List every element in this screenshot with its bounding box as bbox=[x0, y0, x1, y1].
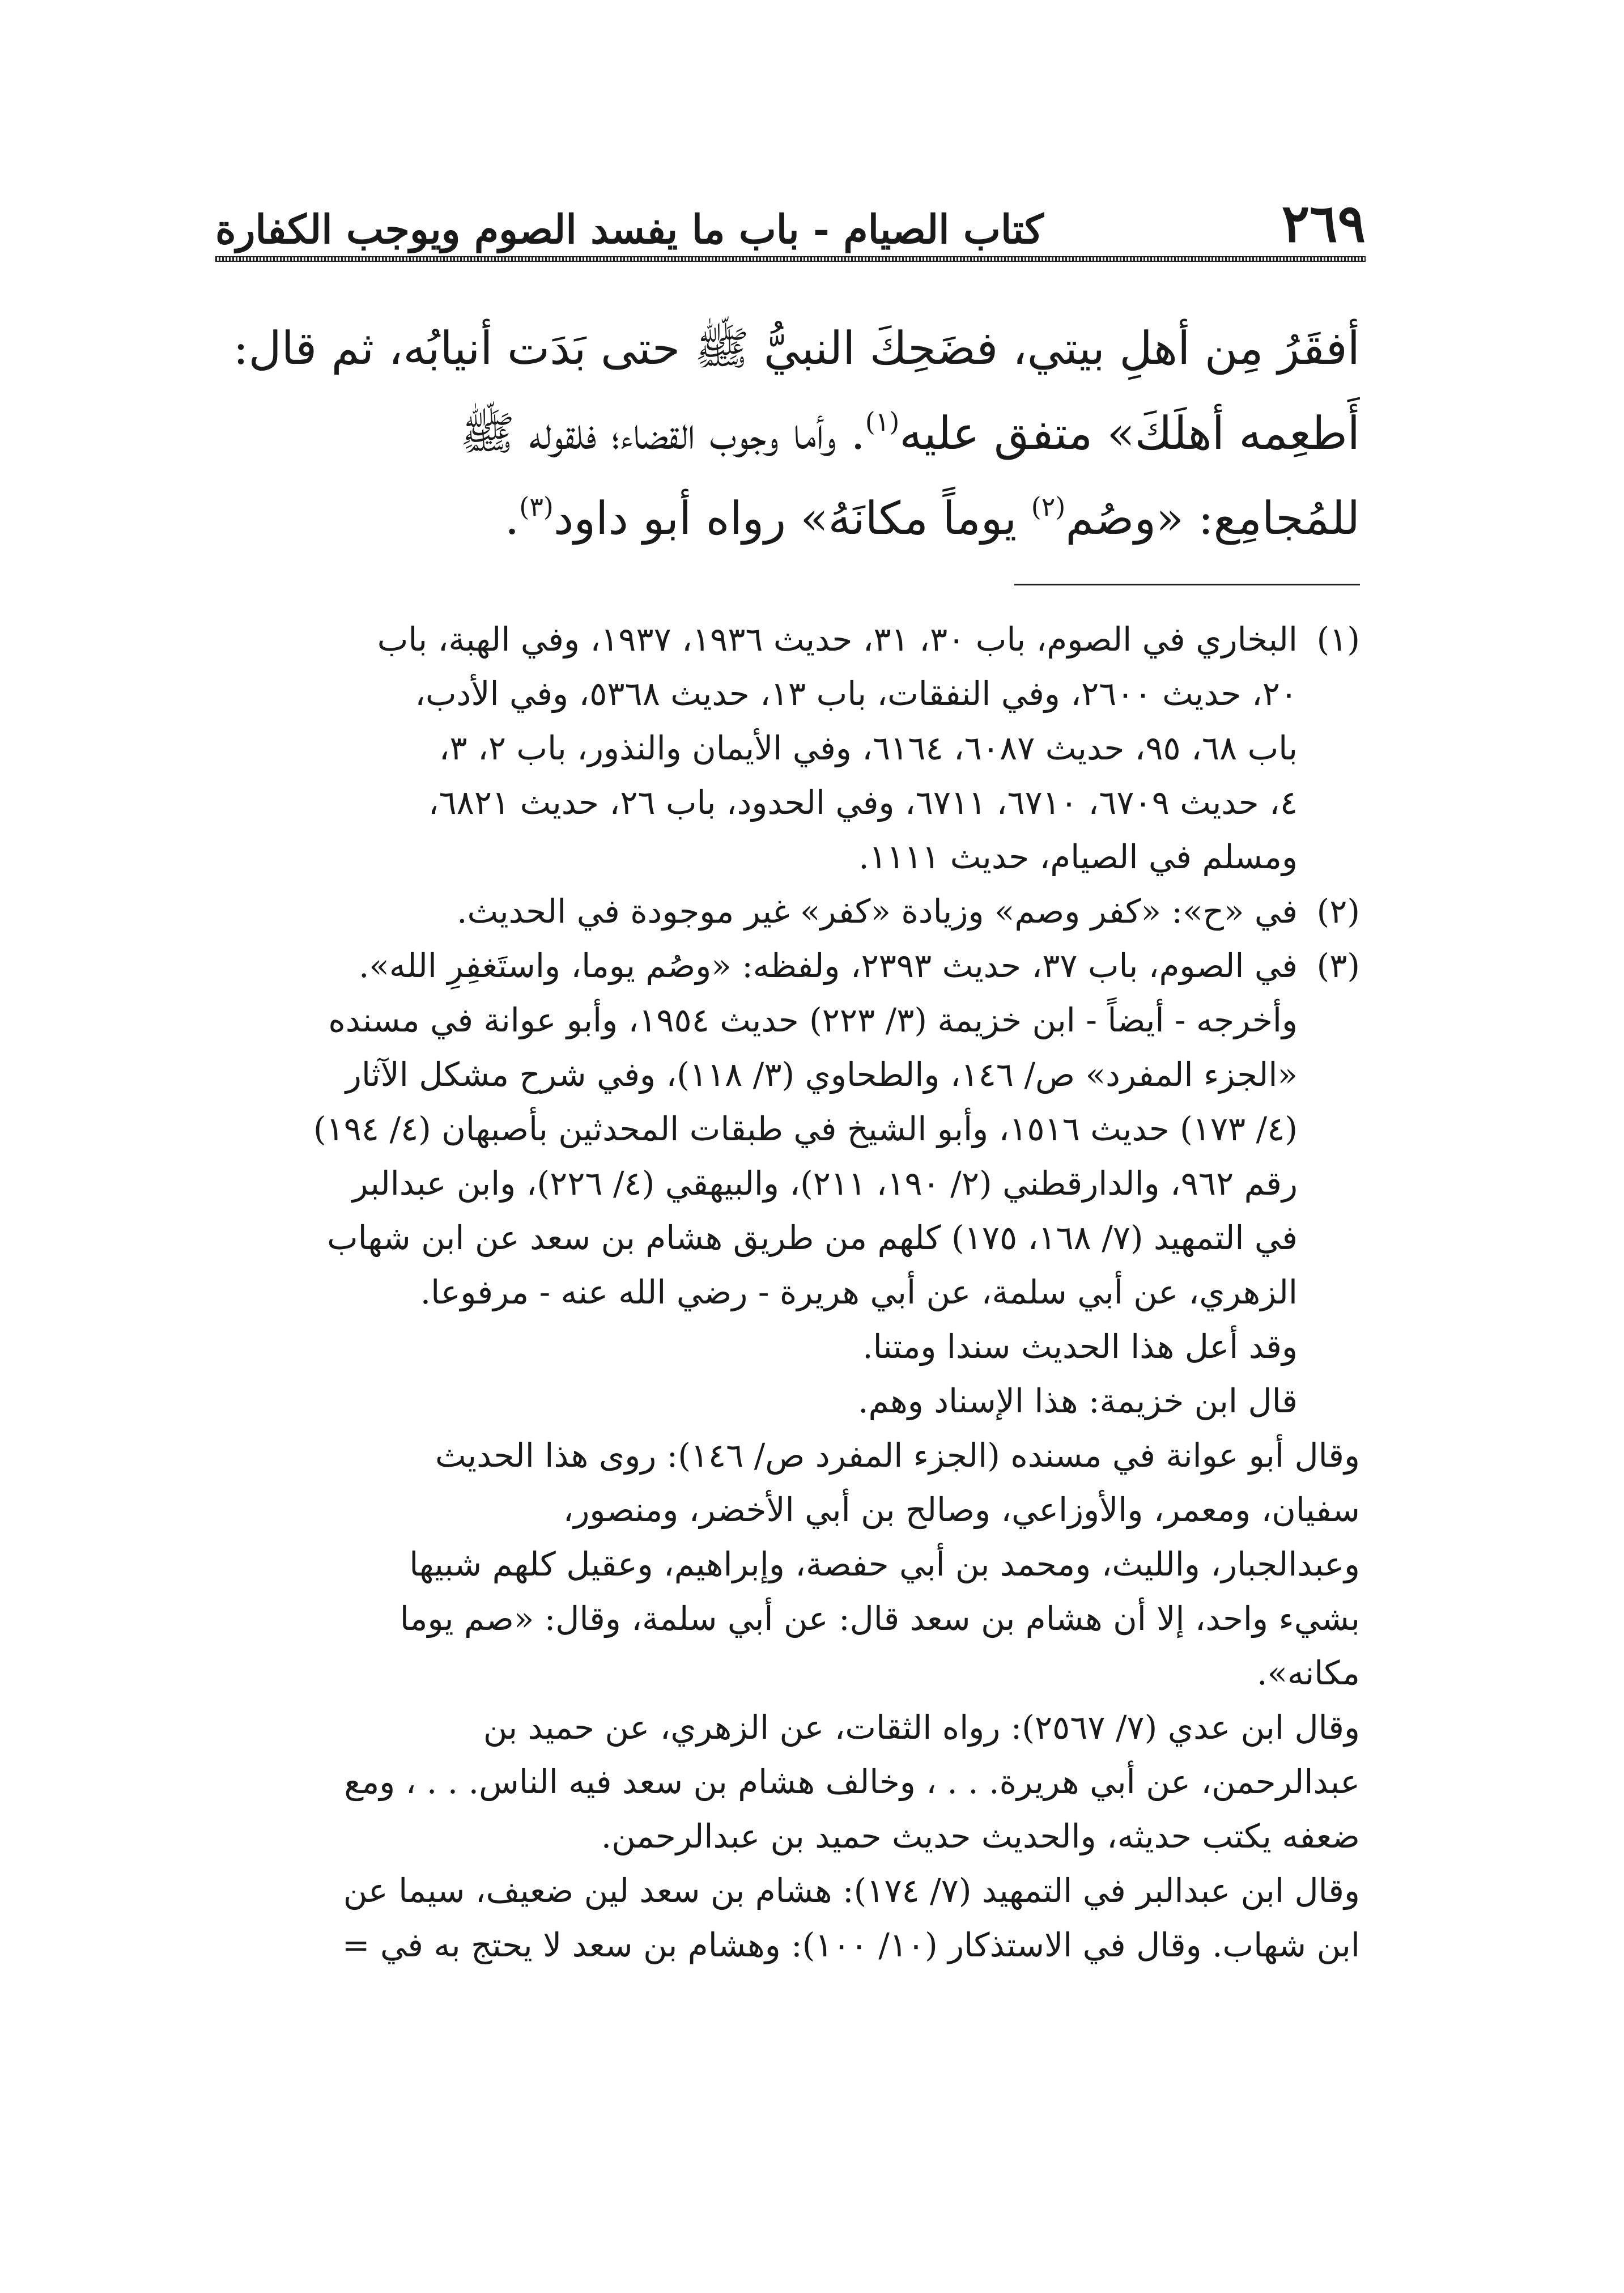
footnote-line: قال ابن خزيمة: هذا الإسناد وهم. bbox=[858, 1382, 1298, 1420]
main-text-segment: . bbox=[504, 492, 520, 545]
footnote-number: (٣) bbox=[1316, 946, 1360, 985]
footnote-line: ٢٠، حديث ٢٦٠٠، وفي النفقات، باب ١٣، حديث ٥٣٦٨، وفي الأدب، bbox=[415, 674, 1298, 713]
footnote-line: مكانه». bbox=[1257, 1654, 1360, 1692]
footnote-line: (٤/ ١٧٣) حديث ١٥١٦، وأبو الشيخ في طبقات المحدثين بأصبهان (٤/ ١٩٤) bbox=[313, 1110, 1298, 1148]
main-text-segment: للمُجامِع: «وصُم bbox=[1065, 492, 1360, 545]
chapter-title: كتاب الصيام - باب ما يفسد الصوم ويوجب الكفارة bbox=[215, 206, 1044, 253]
footnote-line: ومسلم في الصيام، حديث ١١١١. bbox=[858, 838, 1298, 876]
footnote-ref-3: (٣) bbox=[519, 491, 554, 522]
footnote-line: ضعفه يكتب حديثه، والحديث حديث حميد بن عبدالرحمن. bbox=[601, 1817, 1360, 1855]
footnote-line: وعبدالجبار، والليث، ومحمد بن أبي حفصة، وإبراهيم، وعقيل كلهم شبيها bbox=[409, 1545, 1360, 1583]
footnote-line: «الجزء المفرد» ص/ ١٤٦، والطحاوي (٣/ ١١٨)، وفي شرح مشكل الآثار bbox=[345, 1055, 1298, 1094]
footnote-line: ٤، حديث ٦٧٠٩، ٦٧١٠، ٦٧١١، وفي الحدود، باب ٢٦، حديث ٦٨٢١، bbox=[428, 783, 1298, 822]
footnote-number: (٢) bbox=[1316, 892, 1360, 931]
footnote-line: وقال أبو عوانة في مسنده (الجزء المفرد ص/ ١٤٦): روى هذا الحديث bbox=[435, 1436, 1360, 1475]
footnote-line: عبدالرحمن، عن أبي هريرة. . . ، وخالف هشام بن سعد فيه الناس. . . ، ومع bbox=[344, 1763, 1360, 1801]
footnote-line: رقم ٩٦٢، والدارقطني (٢/ ١٩٠، ٢١١)، والبيهقي (٤/ ٢٢٦)، وابن عبدالبر bbox=[352, 1164, 1298, 1203]
footnotes-section bbox=[227, 612, 1360, 2154]
footnote-number: (١) bbox=[1316, 620, 1360, 659]
main-text-segment: يوماً مكانَهُ» رواه أبو داود bbox=[553, 492, 1031, 545]
main-text-segment: أَطعِمه أهلَكَ» متفق عليه bbox=[899, 407, 1360, 460]
footnote-line: في «ح»: «كفر وصم» وزيادة «كفر» غير موجودة في الحديث. bbox=[457, 892, 1298, 931]
main-text-segment: . وأما وجوب القضاء؛ فلقوله ﷺ bbox=[460, 407, 865, 460]
footnote-line: في التمهيد (٧/ ١٦٨، ١٧٥) كلهم من طريق هشام بن سعد عن ابن شهاب bbox=[327, 1218, 1298, 1257]
footnote-line: وأخرجه - أيضاً - ابن خزيمة (٣/ ٢٢٣) حديث ١٩٥٤، وأبو عوانة في مسنده bbox=[328, 1001, 1298, 1039]
footnote-body bbox=[227, 884, 1298, 939]
page-number: ٢٦٩ bbox=[1281, 193, 1366, 254]
footnote-line: في الصوم، باب ٣٧، حديث ٢٣٩٣، ولفظه: «وصُم يوما، واستَغفِرِ الله». bbox=[358, 946, 1298, 985]
footnote-divider bbox=[1014, 584, 1360, 585]
footnote-ref-2: (٢) bbox=[1031, 491, 1066, 522]
main-line-3 bbox=[227, 476, 1360, 561]
footnote-line: بشيء واحد، إلا أن هشام بن سعد قال: عن أبي سلمة، وقال: «صم يوما bbox=[399, 1599, 1360, 1638]
footnote-line: وقد أعل هذا الحديث سندا ومتنا. bbox=[862, 1327, 1298, 1366]
footnote-ref-1: (١) bbox=[865, 406, 900, 437]
footnote-line: وقال ابن عبدالبر في التمهيد (٧/ ١٧٤): هشام بن سعد لين ضعيف، سيما عن bbox=[343, 1871, 1360, 1910]
footnote-2 bbox=[227, 884, 1360, 939]
footnote-body bbox=[227, 612, 1298, 884]
footnote-line: وقال ابن عدي (٧/ ٢٥٦٧): رواه الثقات، عن الزهري، عن حميد بن bbox=[483, 1708, 1360, 1747]
footnote-line: البخاري في الصوم، باب ٣٠، ٣١، حديث ١٩٣٦، ١٩٣٧، وفي الهبة، باب bbox=[377, 620, 1298, 659]
footnote-line: سفيان، ومعمر، والأوزاعي، وصالح بن أبي الأخضر، ومنصور، bbox=[563, 1491, 1360, 1529]
footnote-line: باب ٦٨، ٩٥، حديث ٦٠٨٧، ٦١٦٤، وفي الأيمان والنذور، باب ٢، ٣، bbox=[439, 729, 1298, 767]
footnote-body bbox=[227, 939, 1360, 1972]
main-line-2 bbox=[227, 391, 1360, 476]
running-header bbox=[215, 187, 1366, 254]
footnote-line: الزهري، عن أبي سلمة، عن أبي هريرة - رضي الله عنه - مرفوعا. bbox=[420, 1273, 1298, 1311]
footnote-line: ابن شهاب. وقال في الاستذكار (١٠/ ١٠٠): وهشام بن سعد لا يحتج به في = bbox=[342, 1926, 1360, 1964]
footnote-1 bbox=[227, 612, 1360, 884]
footnote-3 bbox=[227, 939, 1360, 1972]
main-text bbox=[227, 306, 1360, 567]
main-line-1: أفقَرُ مِن أهلِ بيتي، فضَحِكَ النبيُّ ﷺ حتى بَدَت أنيابُه، ثم قال: bbox=[233, 322, 1360, 375]
header-divider bbox=[215, 256, 1366, 262]
